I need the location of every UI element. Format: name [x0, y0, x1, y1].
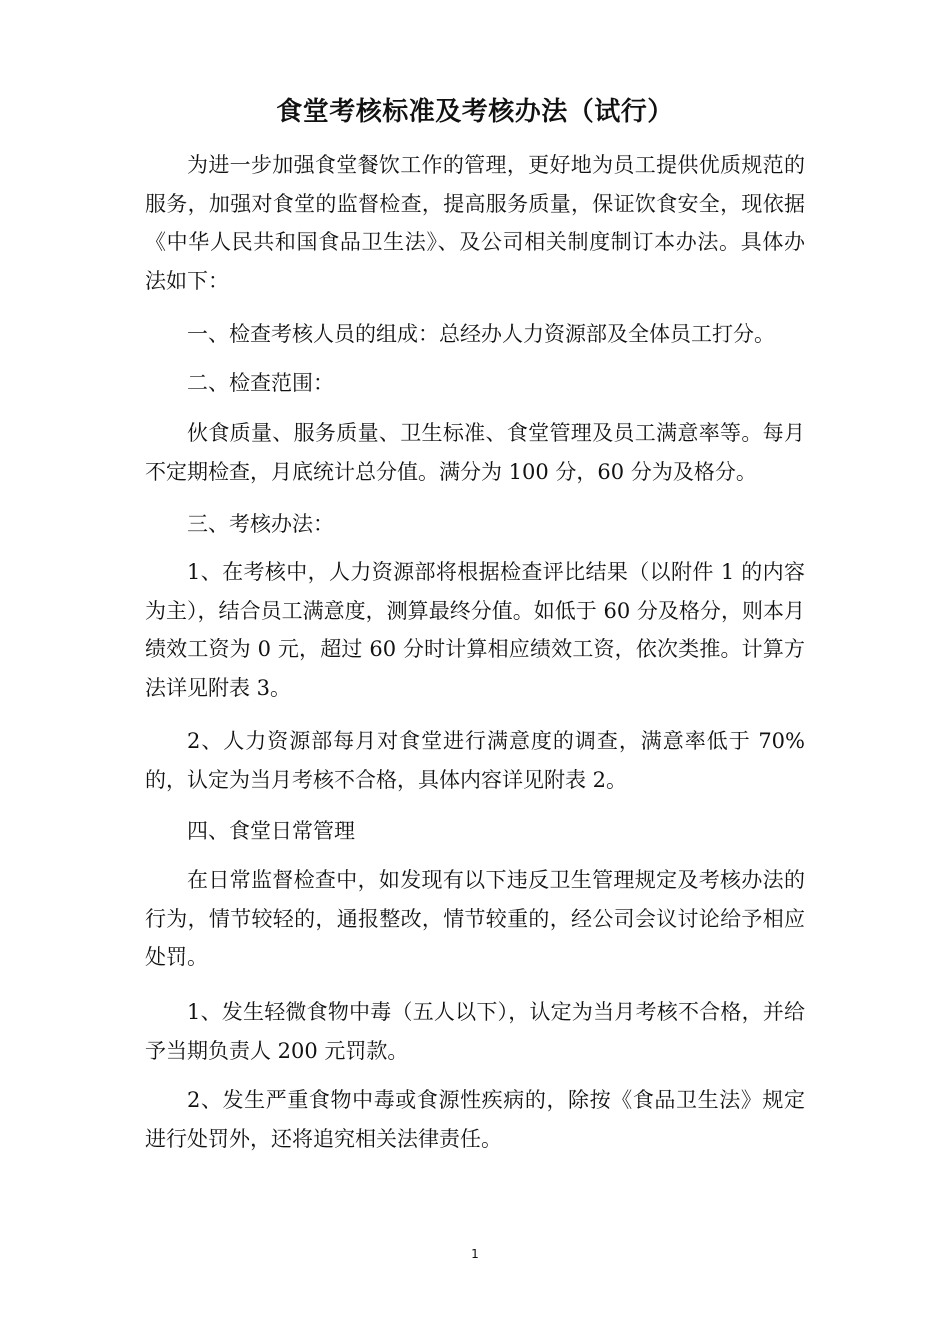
paragraph-penalty-item-2: 2、发生严重食物中毒或食源性疾病的，除按《食品卫生法》规定进行处罚外，还将追究相关法律责任。 [145, 1088, 805, 1151]
paragraph-intro: 为进一步加强食堂餐饮工作的管理，更好地为员工提供优质规范的服务，加强对食堂的监督检查，提高服务质量，保证饮食安全，现依据《中华人民共和国食品卫生法》、及公司相关制度制订本办法。具体办法如下： [145, 153, 805, 293]
paragraph-inspection-scope: 伙食质量、服务质量、卫生标准、食堂管理及员工满意率等。每月不定期检查，月底统计总分值。满分为 100 分，60 分为及格分。 [145, 421, 805, 484]
paragraph-daily-management: 在日常监督检查中，如发现有以下违反卫生管理规定及考核办法的行为，情节较轻的，通报整改，情节较重的，经公司会议讨论给予相应处罚。 [145, 868, 805, 969]
paragraph-section-3-heading: 三、考核办法： [187, 512, 334, 536]
paragraph-assessment-item-1: 1、在考核中，人力资源部将根据检查评比结果（以附件 1 的内容为主），结合员工满意度，测算最终分值。如低于 60 分及格分，则本月绩效工资为 0 元，超过 60 分时计算相应绩效工资，依次类推。计算方法详见附表 3。 [145, 560, 805, 700]
paragraph-penalty-item-1: 1、发生轻微食物中毒（五人以下），认定为当月考核不合格，并给予当期负责人 200 元罚款。 [145, 1000, 805, 1063]
document-title: 食堂考核标准及考核办法（试行） [276, 97, 674, 127]
paragraph-section-1: 一、检查考核人员的组成：总经办人力资源部及全体员工打分。 [187, 322, 775, 346]
page-number: 1 [471, 1247, 479, 1261]
paragraph-section-4-heading: 四、食堂日常管理 [187, 819, 355, 843]
paragraph-assessment-item-2: 2、人力资源部每月对食堂进行满意度的调查，满意率低于 70%的，认定为当月考核不合格，具体内容详见附表 2。 [145, 729, 805, 792]
paragraph-section-2-heading: 二、检查范围： [187, 371, 334, 395]
